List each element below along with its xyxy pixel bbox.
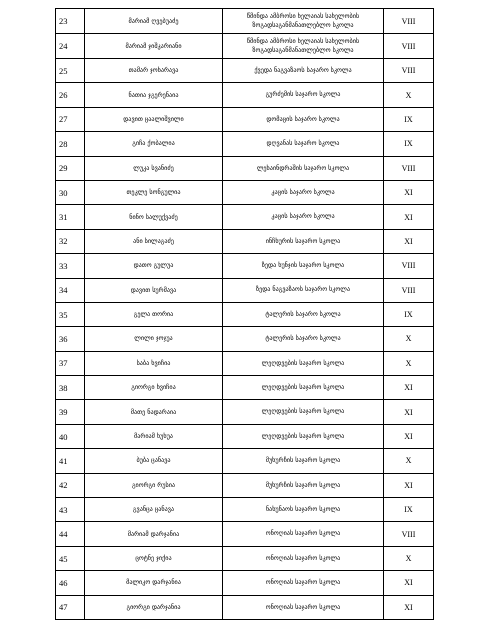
school-name-line: ლეღდვების საჯარო სკოლა [261,408,345,416]
school-cell [223,522,384,546]
school-name-line: კაცის საჯარო სკოლა [271,188,335,196]
row-number-cell: 33 [56,254,85,278]
school-name-line: ლეღდვების საჯარო სკოლა [261,384,345,392]
student-name-cell: გვანცა ცანავა [85,498,223,522]
school-cell [223,424,384,448]
school-name-line: დღვანას საჯარო სკოლა [266,140,340,148]
grade-cell: VIII [384,522,434,546]
school-name-line: ზოგადსაგანმანათლებლო სკოლა [252,47,354,54]
grade-cell: VIII [384,278,434,302]
table-row [56,400,434,424]
school-cell [223,351,384,375]
school-name-line: ინჩხურის საჯარო სკოლა [265,237,341,245]
table-row [56,595,434,619]
student-name-cell: დათო გულუა [85,254,223,278]
grade-cell: XI [384,205,434,229]
row-number-cell: 27 [56,107,85,131]
school-cell [223,254,384,278]
grade-cell: VIII [384,9,434,34]
school-cell [223,205,384,229]
school-name-line: ზედა ხუნჯის საჯარო სკოლა [261,262,345,270]
table-row [56,9,434,34]
table-row [56,351,434,375]
school-cell [223,229,384,253]
table-row [56,229,434,253]
student-name-cell: მარიამ ხუხუა [85,424,223,448]
table-row [56,156,434,180]
table-row [56,180,434,204]
school-cell [223,83,384,107]
student-name-cell: მალიკო დარჯანია [85,571,223,595]
school-cell [223,449,384,473]
grade-cell: XI [384,376,434,400]
school-name-line: ლეღდვების საჯარო სკოლა [261,359,345,367]
school-name-line: წმინდა ამბროსი ხელაიას სახელობის [246,12,360,20]
grade-cell: IX [384,107,434,131]
table-row [56,107,434,131]
school-name-line: მუხურჩის საჯარო სკოლა [265,457,341,465]
row-number-cell: 29 [56,156,85,180]
grade-cell: XI [384,180,434,204]
school-cell [223,156,384,180]
student-name-cell: თამარ ჯოხარავა [85,59,223,83]
row-number-cell: 38 [56,376,85,400]
school-cell [223,400,384,424]
school-name-line: დომაცის საჯარო სკოლა [266,115,340,123]
school-name-line: ზოგადსაგანმანათლებლო სკოლა [252,22,354,29]
school-name-line: ონოღიას საჯარო სკოლა [265,603,341,611]
table-row [56,424,434,448]
grade-cell: IX [384,132,434,156]
grade-cell: IX [384,498,434,522]
row-number-cell: 24 [56,34,85,59]
school-cell [223,107,384,131]
table-row [56,302,434,326]
school-name-line: ონოღიას საჯარო სკოლა [265,579,341,587]
school-cell [223,302,384,326]
student-name-cell: გიჩა ქობალია [85,132,223,156]
grade-cell: VIII [384,254,434,278]
row-number-cell: 32 [56,229,85,253]
row-number-cell: 44 [56,522,85,546]
row-number-cell: 36 [56,327,85,351]
student-name-cell: გიორგი რუსია [85,473,223,497]
student-name-cell: მარიამ ჯიშკარიანი [85,34,223,59]
school-name-line: ტალერის საჯარო სკოლა [265,310,341,318]
table-row [56,473,434,497]
school-name-line: მუხურჩის საჯარო სკოლა [265,481,341,489]
student-name-cell: ცოტნე ჯიქია [85,546,223,570]
table-row [56,498,434,522]
grade-cell: VIII [384,34,434,59]
school-name-line: ლეხაინდრაშის საჯარო სკოლა [256,164,350,172]
row-number-cell: 26 [56,83,85,107]
row-number-cell: 35 [56,302,85,326]
table-row [56,449,434,473]
grade-cell: XI [384,571,434,595]
student-name-cell: გელა თორია [85,302,223,326]
grade-cell: XI [384,229,434,253]
student-name-cell: ბუბა ცანავა [85,449,223,473]
grade-cell: X [384,83,434,107]
row-number-cell: 46 [56,571,85,595]
student-name-cell: დავით სურმავა [85,278,223,302]
row-number-cell: 40 [56,424,85,448]
table-row [56,254,434,278]
table-row [56,205,434,229]
grade-cell: X [384,449,434,473]
student-name-cell: დავით ცაალიშვილი [85,107,223,131]
school-cell [223,327,384,351]
school-cell [223,595,384,619]
school-cell [223,9,384,34]
student-name-cell: საბა ხვიჩია [85,351,223,375]
grade-cell: X [384,351,434,375]
grade-cell: XI [384,595,434,619]
table-row [56,571,434,595]
grade-cell: X [384,546,434,570]
roster-body [56,9,434,620]
student-name-cell: ნათია ჯგერენაია [85,83,223,107]
table-row [56,546,434,570]
school-name-line: გურძემის საჯარო სკოლა [265,91,341,99]
school-cell [223,571,384,595]
school-name-line: ტალერის საჯარო სკოლა [265,335,341,343]
row-number-cell: 47 [56,595,85,619]
table-row [56,327,434,351]
school-cell [223,473,384,497]
school-name-line: ონოღიას საჯარო სკოლა [265,530,341,538]
school-cell [223,180,384,204]
school-cell [223,278,384,302]
school-name-line: ონოღიას საჯარო სკოლა [265,554,341,562]
row-number-cell: 23 [56,9,85,34]
row-number-cell: 37 [56,351,85,375]
student-name-cell: მარიამ დარჯანია [85,522,223,546]
student-name-cell: მარიამ ღვებუაძე [85,9,223,34]
row-number-cell: 42 [56,473,85,497]
table-row [56,59,434,83]
row-number-cell: 25 [56,59,85,83]
grade-cell: X [384,327,434,351]
row-number-cell: 41 [56,449,85,473]
row-number-cell: 39 [56,400,85,424]
table-row [56,278,434,302]
student-name-cell: ლუკა სვანიძე [85,156,223,180]
table-row [56,34,434,59]
table-row [56,522,434,546]
school-cell [223,132,384,156]
school-name-line: ნახუნაოს საჯარო სკოლა [265,505,341,513]
row-number-cell: 28 [56,132,85,156]
row-number-cell: 31 [56,205,85,229]
school-name-line: კაცის საჯარო სკოლა [271,213,335,221]
school-cell [223,546,384,570]
row-number-cell: 45 [56,546,85,570]
table-row [56,376,434,400]
school-name-line: ზედა ნაგვაზაოს საჯარო სკოლა [255,286,351,294]
table-row [56,83,434,107]
student-name-cell: გიორგი დარჯანია [85,595,223,619]
row-number-cell: 30 [56,180,85,204]
school-cell [223,34,384,59]
school-cell [223,376,384,400]
school-name-line: ლეღდვების საჯარო სკოლა [261,432,345,440]
school-name-line: წმინდა ამბროსი ხელაიას სახელობის [246,37,360,45]
school-cell [223,498,384,522]
grade-cell: VIII [384,156,434,180]
student-roster-table [55,8,434,620]
student-name-cell: მათე ნადარაია [85,400,223,424]
student-name-cell: თეკლე სონგულია [85,180,223,204]
grade-cell: XI [384,400,434,424]
student-name-cell: ნინო სალუქვაძე [85,205,223,229]
grade-cell: IX [384,302,434,326]
student-name-cell: ანი სილაგაძე [85,229,223,253]
school-name-line: ქვედა ნაგვაზაოს საჯარო სკოლა [254,66,352,74]
row-number-cell: 43 [56,498,85,522]
grade-cell: XI [384,473,434,497]
table-row [56,132,434,156]
grade-cell: XI [384,424,434,448]
student-name-cell: ლილი ჯოჯუა [85,327,223,351]
school-cell [223,59,384,83]
row-number-cell: 34 [56,278,85,302]
grade-cell: VIII [384,59,434,83]
student-name-cell: გიორგი ხვიჩია [85,376,223,400]
